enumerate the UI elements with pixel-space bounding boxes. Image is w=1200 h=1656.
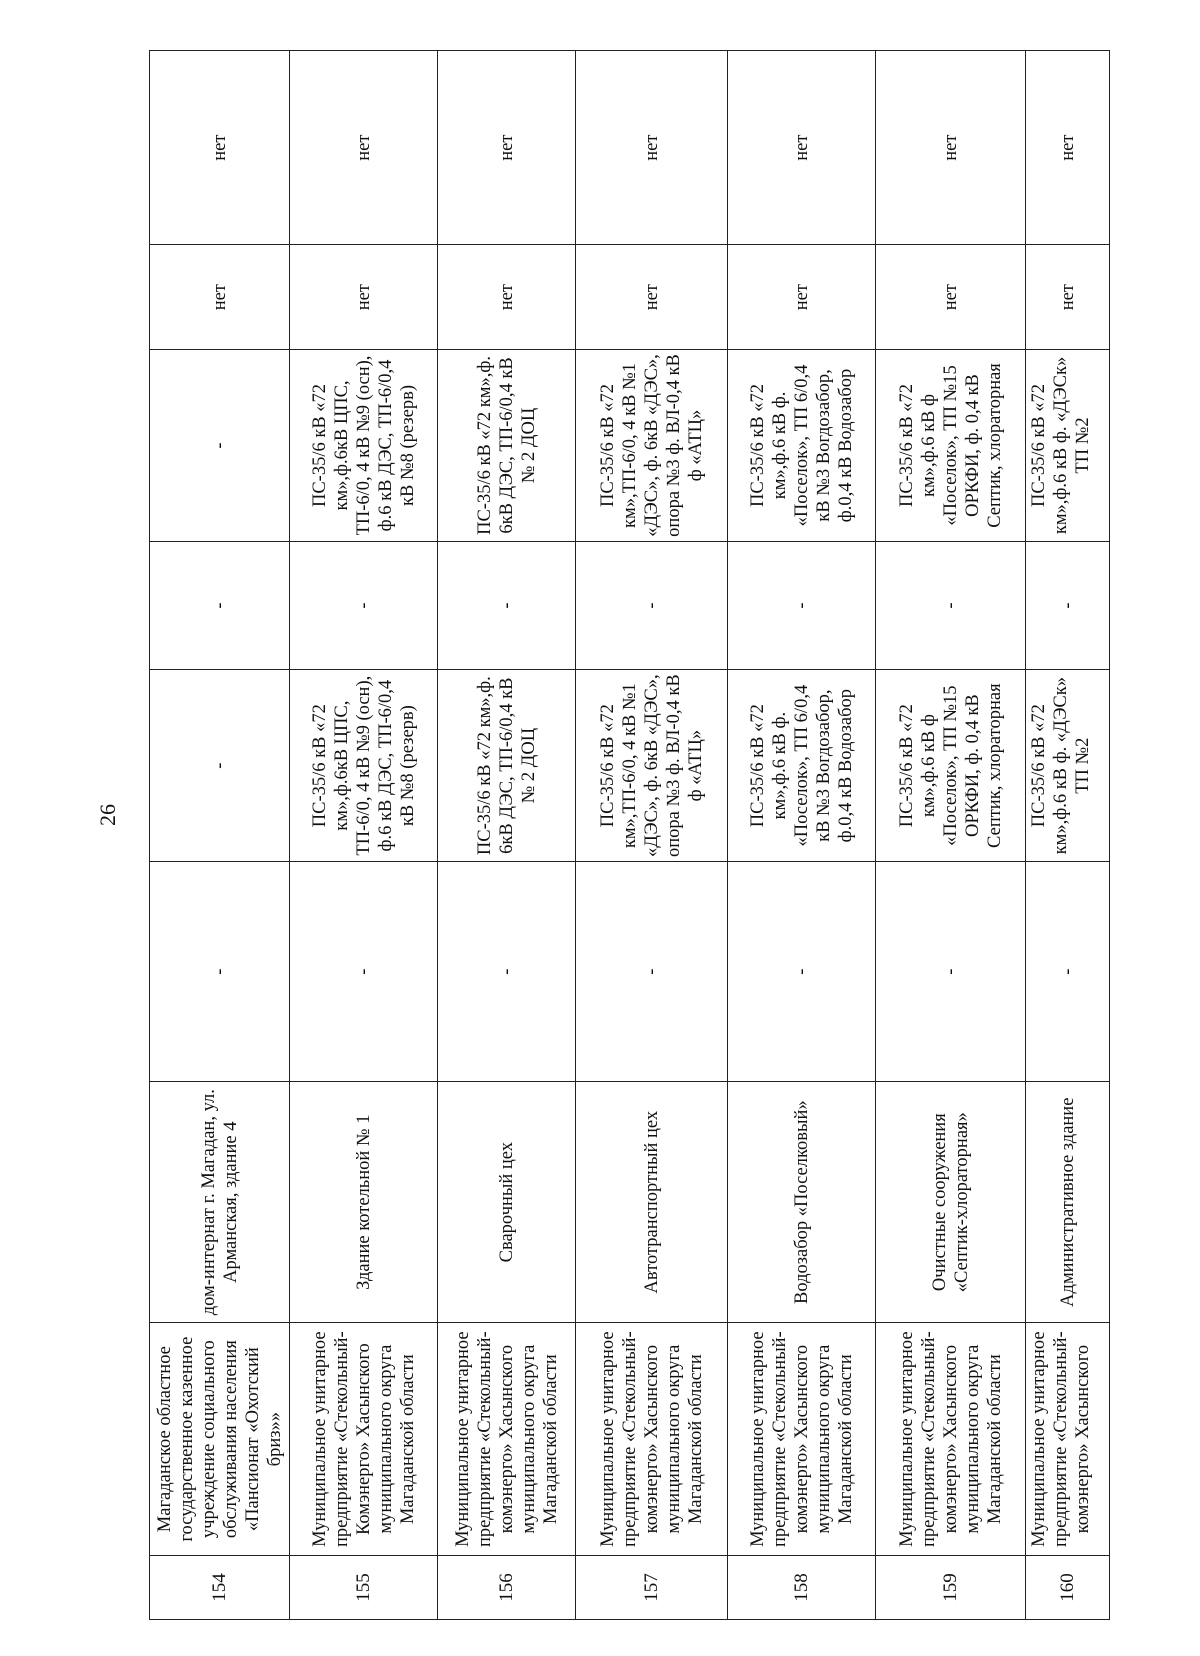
- power-source-alt-cell: ПС-35/6 кВ «72 км»,ф.6 кВ ф «Поселок», ТП №15 ОРКФИ, ф. 0,4 кВ Септик, хлораторная: [876, 349, 1026, 541]
- column-9-cell: нет: [290, 51, 438, 245]
- column-9-cell: нет: [728, 51, 876, 245]
- object-cell: Здание котельной № 1: [290, 1082, 438, 1323]
- row-number-cell: 159: [876, 1555, 1026, 1619]
- organization-cell: Муниципальное унитарное предприятие «Стекольный-комэнерго» Хасынского: [1026, 1323, 1110, 1556]
- table-row: [576, 51, 728, 1620]
- column-9-cell: нет: [150, 51, 290, 245]
- column-6-cell: -: [438, 542, 576, 670]
- row-number-cell: 154: [150, 1555, 290, 1619]
- table-body: [150, 51, 1110, 1620]
- power-source-alt-cell: ПС-35/6 кВ «72 км»,ф.6кВ ЦПС, ТП-6/0, 4 кВ №9 (осн), ф.6 кВ ДЭС, ТП-6/0,4 кВ №8 (резерв): [290, 349, 438, 541]
- column-8-cell: нет: [438, 245, 576, 350]
- rotated-table-container: [149, 50, 1109, 1620]
- column-9-cell: нет: [576, 51, 728, 245]
- organization-cell: Муниципальное унитарное предприятие «Стекольный-комэнерго» Хасынского муниципального округа Магаданской области: [576, 1323, 728, 1556]
- power-source-alt-cell: -: [150, 349, 290, 541]
- power-source-alt-cell: ПС-35/6 кВ «72 км»,ТП-6/0, 4 кВ №1 «ДЭС», ф. 6кВ «ДЭС», опора №3 ф. ВЛ-0,4 кВ ф «АТЦ»: [576, 349, 728, 541]
- column-4-cell: -: [150, 862, 290, 1082]
- column-8-cell: нет: [150, 245, 290, 350]
- object-cell: Автотранспортный цех: [576, 1082, 728, 1323]
- table-row: [290, 51, 438, 1620]
- column-6-cell: -: [728, 542, 876, 670]
- object-cell: Административное здание: [1026, 1082, 1110, 1323]
- object-cell: Водозабор «Поселковый»: [728, 1082, 876, 1323]
- organization-cell: Магаданское областное государственное казенное учреждение социального обслуживания населения «Пансионат «Охотский бриз»»: [150, 1323, 290, 1556]
- organization-cell: Муниципальное унитарное предприятие «Стекольный-комэнерго» Хасынского муниципального округа Магаданской области: [728, 1323, 876, 1556]
- organization-cell: Муниципальное унитарное предприятие «Стекольный-Комэнерго» Хасынского муниципального округа Магаданской области: [290, 1323, 438, 1556]
- column-4-cell: -: [438, 862, 576, 1082]
- row-number-cell: 155: [290, 1555, 438, 1619]
- row-number-cell: 158: [728, 1555, 876, 1619]
- power-source-cell: ПС-35/6 кВ «72 км»,ф.6кВ ЦПС, ТП-6/0, 4 кВ №9 (осн), ф.6 кВ ДЭС, ТП-6/0,4 кВ №8 (резерв): [290, 670, 438, 862]
- column-8-cell: нет: [1026, 245, 1110, 350]
- power-source-cell: ПС-35/6 кВ «72 км»,ф. 6кВ ДЭС, ТП-6/0,4 кВ № 2 ДОЦ: [438, 670, 576, 862]
- column-6-cell: -: [876, 542, 1026, 670]
- power-source-alt-cell: ПС-35/6 кВ «72 км»,ф. 6кВ ДЭС, ТП-6/0,4 кВ № 2 ДОЦ: [438, 349, 576, 541]
- column-9-cell: нет: [876, 51, 1026, 245]
- power-supply-table: [149, 50, 1110, 1620]
- column-9-cell: нет: [1026, 51, 1110, 245]
- organization-cell: Муниципальное унитарное предприятие «Стекольный-комэнерго» Хасынского муниципального округа Магаданской области: [438, 1323, 576, 1556]
- table-row: [1026, 51, 1110, 1620]
- power-source-cell: ПС-35/6 кВ «72 км»,ф.6 кВ ф «Поселок», ТП №15 ОРКФИ, ф. 0,4 кВ Септик, хлораторная: [876, 670, 1026, 862]
- object-cell: Очистные сооружения «Септик-хлораторная»: [876, 1082, 1026, 1323]
- table-row: [150, 51, 290, 1620]
- table-row: [876, 51, 1026, 1620]
- power-source-alt-cell: ПС-35/6 кВ «72 км»,ф.6 кВ ф. «ДЭСк» ТП №2: [1026, 349, 1110, 541]
- object-cell: дом-интернат г. Магадан, ул. Арманская, здание 4: [150, 1082, 290, 1323]
- column-8-cell: нет: [290, 245, 438, 350]
- organization-cell: Муниципальное унитарное предприятие «Стекольный-комэнерго» Хасынского муниципального округа Магаданской области: [876, 1323, 1026, 1556]
- row-number-cell: 157: [576, 1555, 728, 1619]
- column-6-cell: -: [1026, 542, 1110, 670]
- column-4-cell: -: [576, 862, 728, 1082]
- power-source-cell: ПС-35/6 кВ «72 км»,ф.6 кВ ф. «ДЭСк» ТП №2: [1026, 670, 1110, 862]
- column-8-cell: нет: [576, 245, 728, 350]
- row-number-cell: 156: [438, 1555, 576, 1619]
- row-number-cell: 160: [1026, 1555, 1110, 1619]
- column-4-cell: -: [1026, 862, 1110, 1082]
- column-8-cell: нет: [876, 245, 1026, 350]
- column-8-cell: нет: [728, 245, 876, 350]
- power-source-cell: ПС-35/6 кВ «72 км»,ф.6 кВ ф. «Поселок», ТП 6/0,4 кВ №3 Вогдозабор, ф.0,4 кВ Водозабор: [728, 670, 876, 862]
- object-cell: Сварочный цех: [438, 1082, 576, 1323]
- power-source-cell: -: [150, 670, 290, 862]
- column-6-cell: -: [576, 542, 728, 670]
- column-6-cell: -: [150, 542, 290, 670]
- page-number: 26: [95, 804, 120, 826]
- column-4-cell: -: [876, 862, 1026, 1082]
- column-9-cell: нет: [438, 51, 576, 245]
- power-source-cell: ПС-35/6 кВ «72 км»,ТП-6/0, 4 кВ №1 «ДЭС», ф. 6кВ «ДЭС», опора №3 ф. ВЛ-0,4 кВ ф «АТЦ»: [576, 670, 728, 862]
- table-row: [438, 51, 576, 1620]
- table-row: [728, 51, 876, 1620]
- column-4-cell: -: [728, 862, 876, 1082]
- power-source-alt-cell: ПС-35/6 кВ «72 км»,ф.6 кВ ф. «Поселок», ТП 6/0,4 кВ №3 Вогдозабор, ф.0,4 кВ Водозабор: [728, 349, 876, 541]
- column-6-cell: -: [290, 542, 438, 670]
- column-4-cell: -: [290, 862, 438, 1082]
